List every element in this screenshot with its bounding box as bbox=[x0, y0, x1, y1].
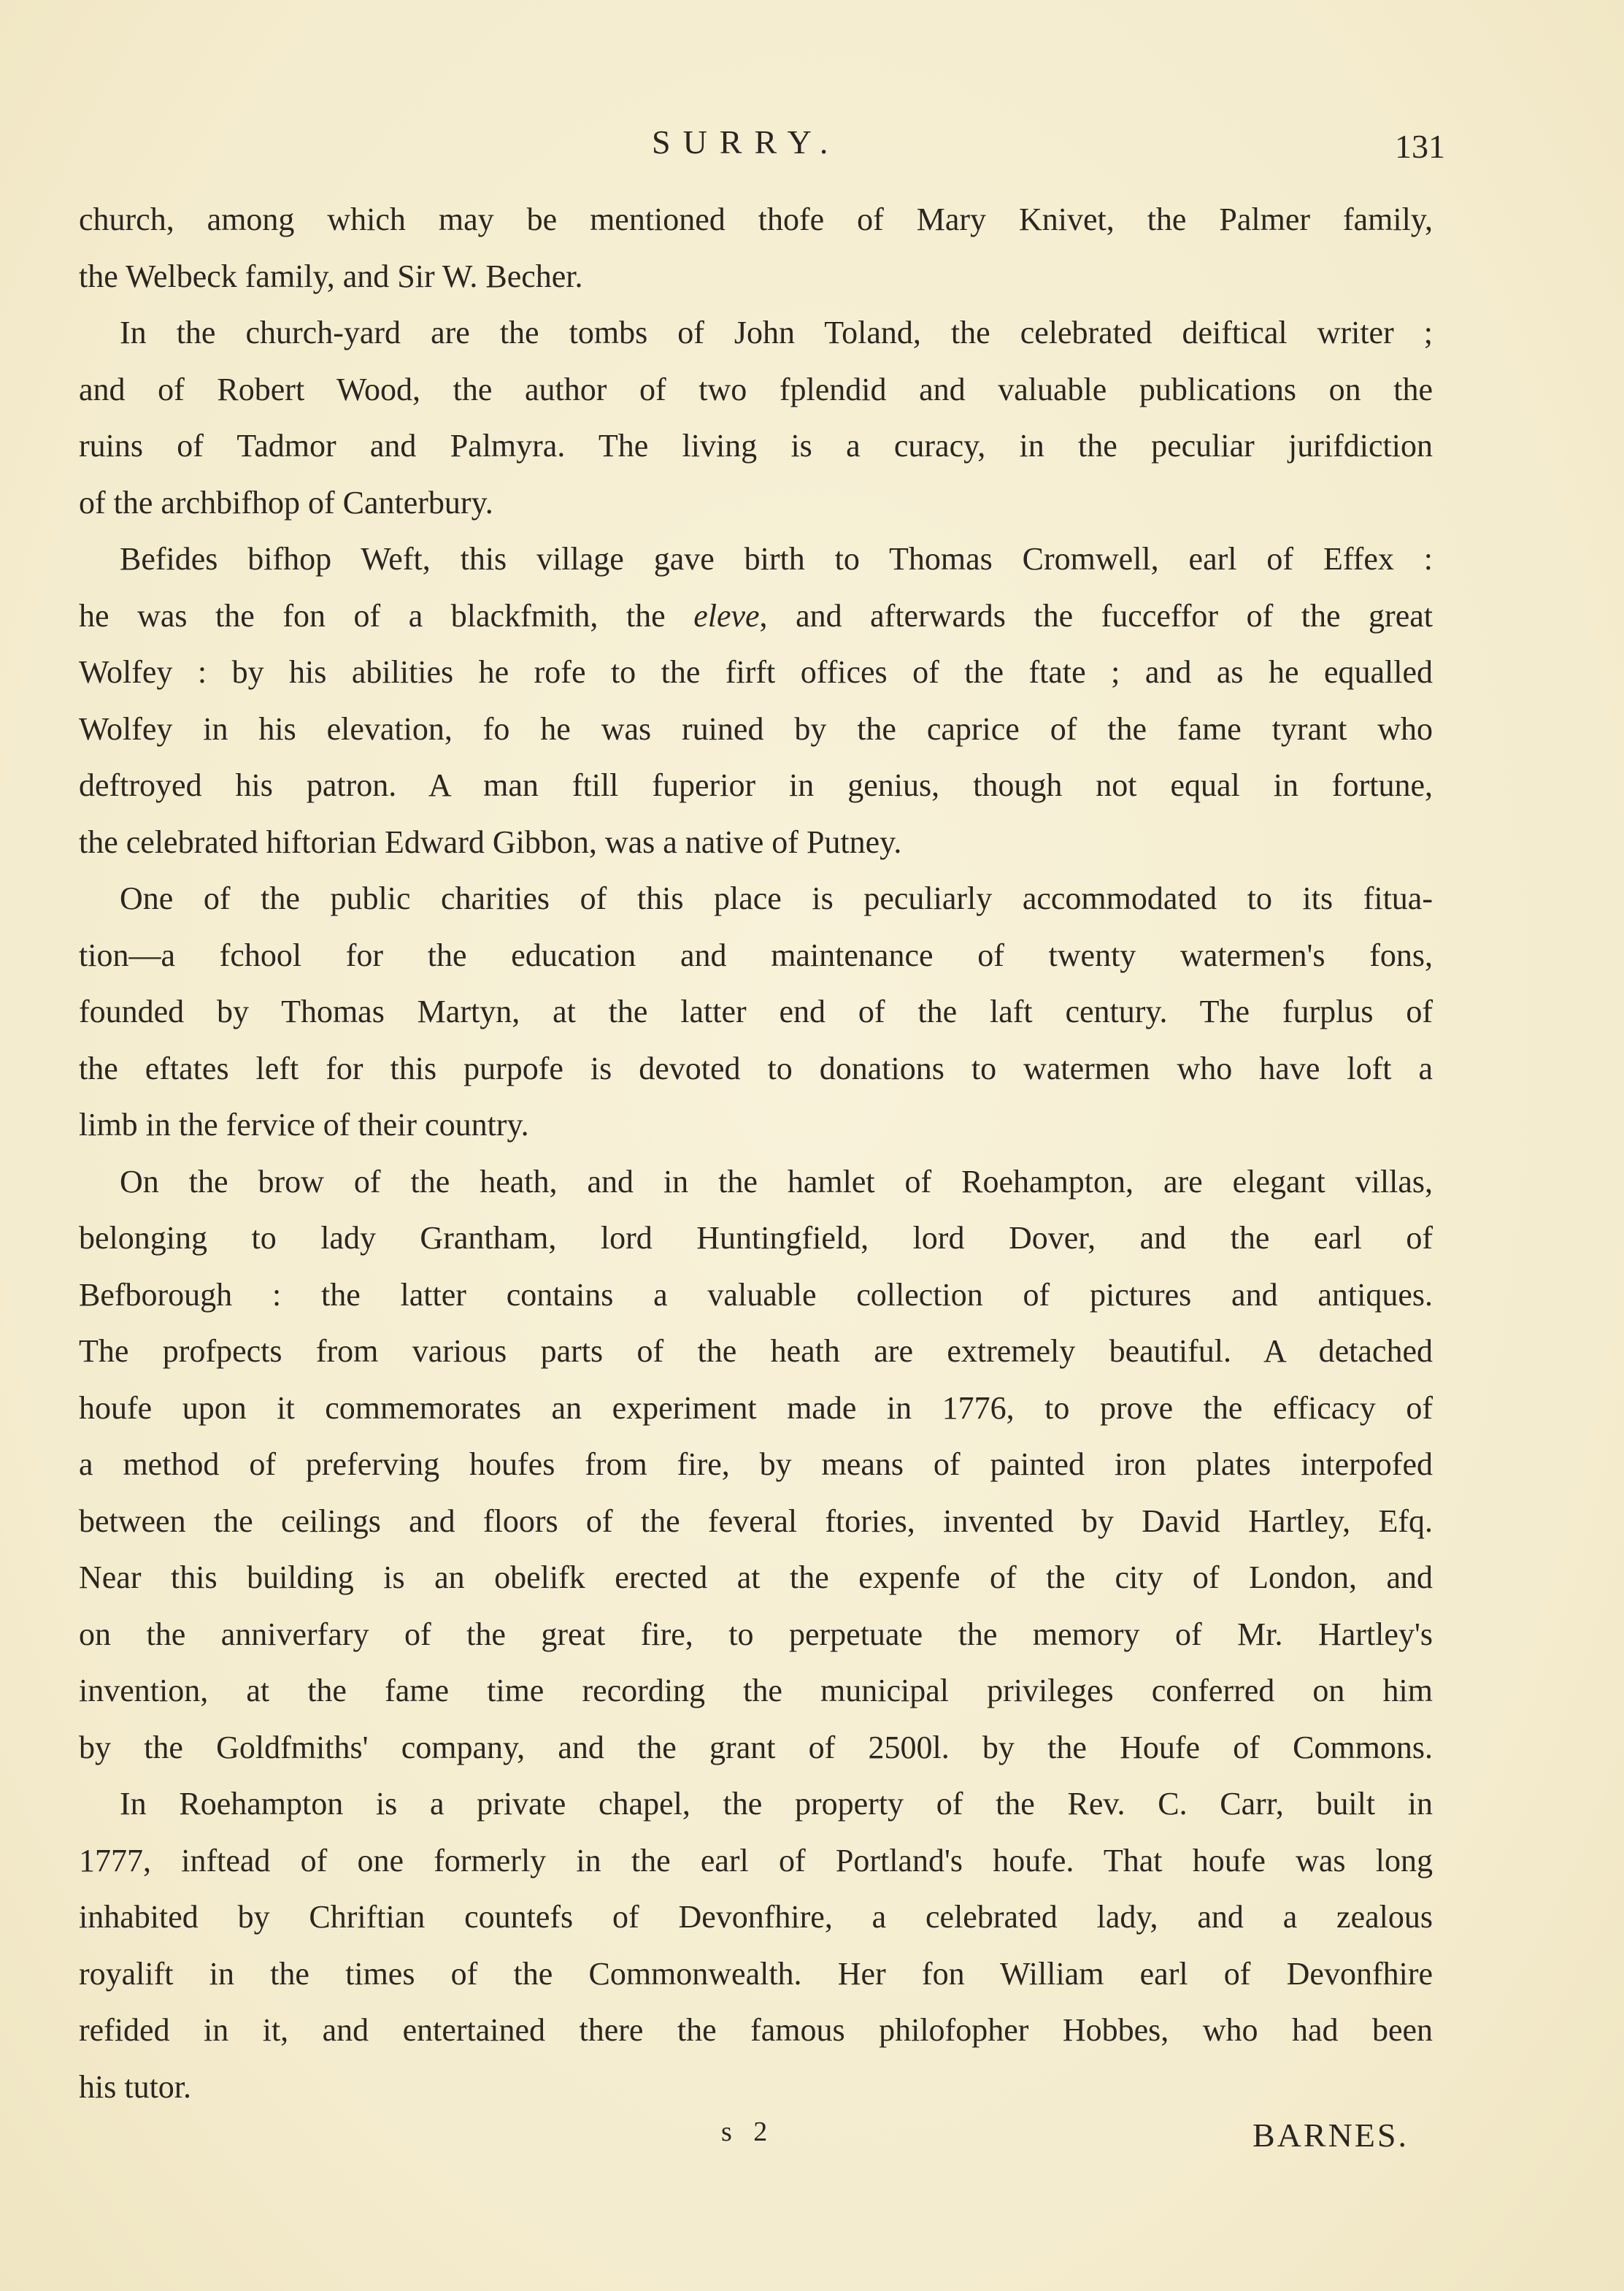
text-line: his tutor. bbox=[79, 2068, 192, 2105]
running-head bbox=[0, 123, 1624, 166]
text-line: refided in it, and entertained there the famous philofopher Hobbes, who had been bbox=[79, 2012, 1433, 2048]
text-line: belonging to lady Grantham, lord Huntingfield, lord Dover, and the earl of bbox=[79, 1220, 1433, 1256]
text-line: founded by Thomas Martyn, at the latter end of the laft century. The furplus of bbox=[79, 994, 1433, 1029]
text-line: Befides bifhop Weft, this village gave birth to Thomas Cromwell, earl of Effex : bbox=[120, 541, 1433, 577]
catchword: BARNES. bbox=[1252, 2117, 1409, 2154]
text-line: tion—a fchool for the education and maintenance of twenty watermen's fons, bbox=[79, 937, 1433, 973]
page-number: 131 bbox=[1395, 128, 1445, 165]
text-line: the celebrated hiftorian Edward Gibbon, was a native of Putney. bbox=[79, 824, 902, 860]
text-line bbox=[79, 588, 1433, 645]
text-line: In the church-yard are the tombs of John Toland, the celebrated deiftical writer ; bbox=[120, 315, 1433, 350]
text-line: and of Robert Wood, the author of two fplendid and valuable publications on the bbox=[79, 371, 1433, 407]
text-line: church, among which may be mentioned thofe of Mary Knivet, the Palmer family, bbox=[79, 202, 1433, 237]
text-line: Wolfey in his elevation, fo he was ruined by the caprice of the fame tyrant who bbox=[79, 710, 1433, 747]
text-line: invention, at the fame time recording the municipal privileges conferred on him bbox=[79, 1673, 1433, 1708]
text-line: the eftates left for this purpofe is devoted to donations to watermen who have loft a bbox=[79, 1050, 1433, 1086]
text-line: The profpects from various parts of the heath are extremely beautiful. A detached bbox=[79, 1333, 1433, 1369]
text-line: Near this building is an obelifk erected at the expenfe of the city of London, and bbox=[79, 1559, 1433, 1595]
text-line: limb in the fervice of their country. bbox=[79, 1107, 529, 1143]
text-line: In Roehampton is a private chapel, the property of the Rev. C. Carr, built in bbox=[120, 1786, 1433, 1822]
text-line: of the archbifhop of Canterbury. bbox=[79, 484, 493, 521]
text-line: a method of preferving houfes from fire, by means of painted iron plates interpofed bbox=[79, 1446, 1433, 1482]
body-text bbox=[79, 191, 1433, 2115]
text-line: deftroyed his patron. A man ftill fuperior in genius, though not equal in fortune, bbox=[79, 767, 1433, 803]
text-line: on the anniverfary of the great fire, to perpetuate the memory of Mr. Hartley's bbox=[79, 1616, 1433, 1652]
page-footer bbox=[0, 2116, 1624, 2167]
text-line: On the brow of the heath, and in the hamlet of Roehampton, are elegant villas, bbox=[120, 1163, 1433, 1200]
running-title: SURRY. bbox=[652, 123, 841, 161]
text-line: royalift in the times of the Commonwealth. Her fon William earl of Devonfhire bbox=[79, 1955, 1433, 1992]
italic-word: eleve bbox=[693, 597, 760, 634]
text-line: between the ceilings and floors of the feveral ftories, invented by David Hartley, Efq. bbox=[79, 1503, 1433, 1539]
text-segment: , and afterwards the fucceffor of the great bbox=[759, 597, 1433, 634]
text-line: One of the public charities of this place is peculiarly accommodated to its fitua- bbox=[120, 880, 1433, 916]
text-line: 1777, inftead of one formerly in the earl of Portland's houfe. That houfe was long bbox=[79, 1842, 1433, 1879]
text-line: by the Goldfmiths' company, and the grant of 2500l. by the Houfe of Commons. bbox=[79, 1729, 1433, 1765]
text-line: houfe upon it commemorates an experiment made in 1776, to prove the efficacy of bbox=[79, 1389, 1433, 1426]
text-segment: he was the fon of a blackfmith, the bbox=[79, 597, 694, 634]
text-line: the Welbeck family, and Sir W. Becher. bbox=[79, 258, 583, 294]
text-line: ruins of Tadmor and Palmyra. The living is a curacy, in the peculiar jurifdiction bbox=[79, 428, 1433, 464]
text-line: inhabited by Chriftian countefs of Devonfhire, a celebrated lady, and a zealous bbox=[79, 1899, 1433, 1935]
text-line: Wolfey : by his abilities he rofe to the firft offices of the ftate ; and as he equalled bbox=[79, 654, 1433, 690]
signature-mark: s 2 bbox=[721, 2117, 775, 2147]
text-line: Befborough : the latter contains a valuable collection of pictures and antiques. bbox=[79, 1276, 1433, 1313]
